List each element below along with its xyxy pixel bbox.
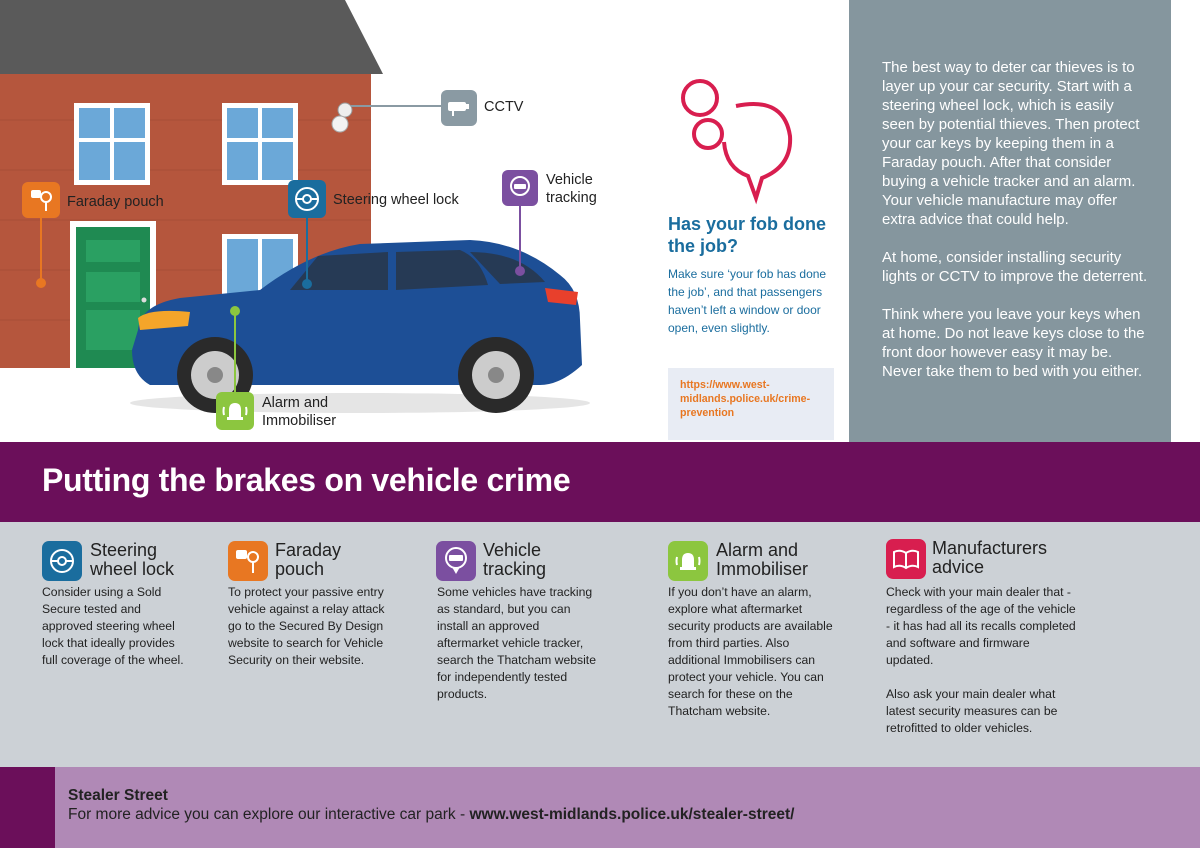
stealer-street-link[interactable]: www.west-midlands.police.uk/stealer-street/ [469, 806, 795, 823]
tip-title-steering [90, 541, 174, 579]
tip-body-tracking: Some vehicles have tracking as standard, but you can install an approved aftermarket vehicle tracker, search the Thatcham website for independently tested products. [437, 585, 596, 701]
tip-title-alarm-line-2: Immobiliser [716, 559, 809, 579]
faraday-pouch-icon [22, 182, 60, 218]
tracking-label-line-1: Vehicle [546, 172, 593, 188]
side-panel-paragraph-3: Think where you leave your keys when at home. Do not leave keys close to the front door however easy it may be. Never take them to bed with you either. [882, 306, 1145, 380]
tip-body-faraday: To protect your passive entry vehicle against a relay attack go to the Secured By Design website to search for Vehicle Security on their website. [228, 585, 385, 667]
tip-body-alarm: If you don’t have an alarm, explore what aftermarket security products are available from third parties. Also additional Immobilisers can protect your vehicle. You can search for these on the Thatcham website. [668, 585, 833, 718]
tip-title-manufacturer [932, 539, 1047, 577]
tip-title-faraday-line-1: Faraday [275, 540, 342, 560]
tip-title-tracking [483, 541, 546, 579]
tip-body-manufacturer [886, 584, 1076, 737]
alarm-label [262, 394, 336, 430]
tip-title-alarm [716, 541, 808, 579]
steering-wheel-lock-icon [288, 180, 326, 218]
tip-body-steering: Consider using a Sold Secure tested and approved steering wheel lock that ideally provides full coverage of the wheel. [42, 585, 184, 667]
crime-prevention-link[interactable]: https://www.west-midlands.police.uk/crime-prevention [680, 379, 811, 419]
tracking-label [546, 171, 597, 207]
alarm-icon [668, 541, 708, 581]
faraday-label: Faraday pouch [67, 194, 164, 210]
upper-left-window [74, 103, 150, 185]
manufacturer-book-icon [886, 539, 926, 579]
cctv-icon [441, 90, 477, 126]
vehicle-tracking-icon [502, 170, 538, 206]
footer-text [68, 806, 794, 824]
tip-title-tracking-line-1: Vehicle [483, 540, 542, 560]
footer-accent-bar [0, 767, 55, 848]
side-panel-paragraph-2: At home, consider installing security lights or CCTV to improve the deterrent. [882, 249, 1148, 285]
tips-section [0, 522, 1200, 767]
footer-title: Stealer Street [68, 787, 168, 804]
side-panel-paragraph-1: The best way to deter car thieves is to layer up your car security. Start with a steering wheel lock, which is easily seen by potential thieves. Then protect your car keys by keeping them in a Faraday pouch. After that consider buying a vehicle tracker and an alarm. Your vehicle manufacture may offer extra advice that could help. [882, 59, 1140, 228]
upper-right-window [222, 103, 298, 185]
tip-body-manufacturer-paragraph-2: Also ask your main dealer what latest security measures can be retrofitted to older vehicles. [886, 687, 1058, 735]
fob-card-body: Make sure ‘your fob has done the job’, and that passengers haven’t left a window or door open, even slightly. [668, 267, 827, 335]
alarm-icon [216, 392, 254, 430]
tip-body-manufacturer-paragraph-1: Check with your main dealer that - regardless of the age of the vehicle - it has had all its recalls completed and software and firmware updated. [886, 585, 1076, 667]
steering-wheel-lock-icon [42, 541, 82, 581]
tip-title-steering-line-2: wheel lock [90, 559, 175, 579]
fob-card-title: Has your fob done the job? [668, 214, 827, 256]
tip-title-manufacturer-line-1: Manufacturers [932, 538, 1048, 558]
alarm-label-line-1: Alarm and [262, 395, 329, 411]
page-title: Putting the brakes on vehicle crime [42, 462, 571, 498]
tip-title-faraday-line-2: pouch [275, 559, 325, 579]
house-roof [0, 0, 383, 74]
tip-title-tracking-line-2: tracking [483, 559, 547, 579]
speech-bubble-logo [676, 76, 796, 206]
tip-title-faraday [275, 541, 341, 579]
footer-text-prefix: For more advice you can explore our interactive car park - [68, 806, 470, 823]
tip-title-manufacturer-line-2: advice [932, 557, 985, 577]
faraday-pouch-icon [228, 541, 268, 581]
alarm-label-line-2: Immobiliser [262, 413, 337, 429]
vehicle-tracking-icon [436, 541, 476, 581]
side-panel [849, 0, 1171, 473]
steering-label: Steering wheel lock [333, 192, 459, 208]
tip-title-alarm-line-1: Alarm and [716, 540, 799, 560]
tracking-label-line-2: tracking [546, 190, 597, 206]
tip-title-steering-line-1: Steering [90, 540, 158, 560]
cctv-label: CCTV [484, 99, 524, 115]
